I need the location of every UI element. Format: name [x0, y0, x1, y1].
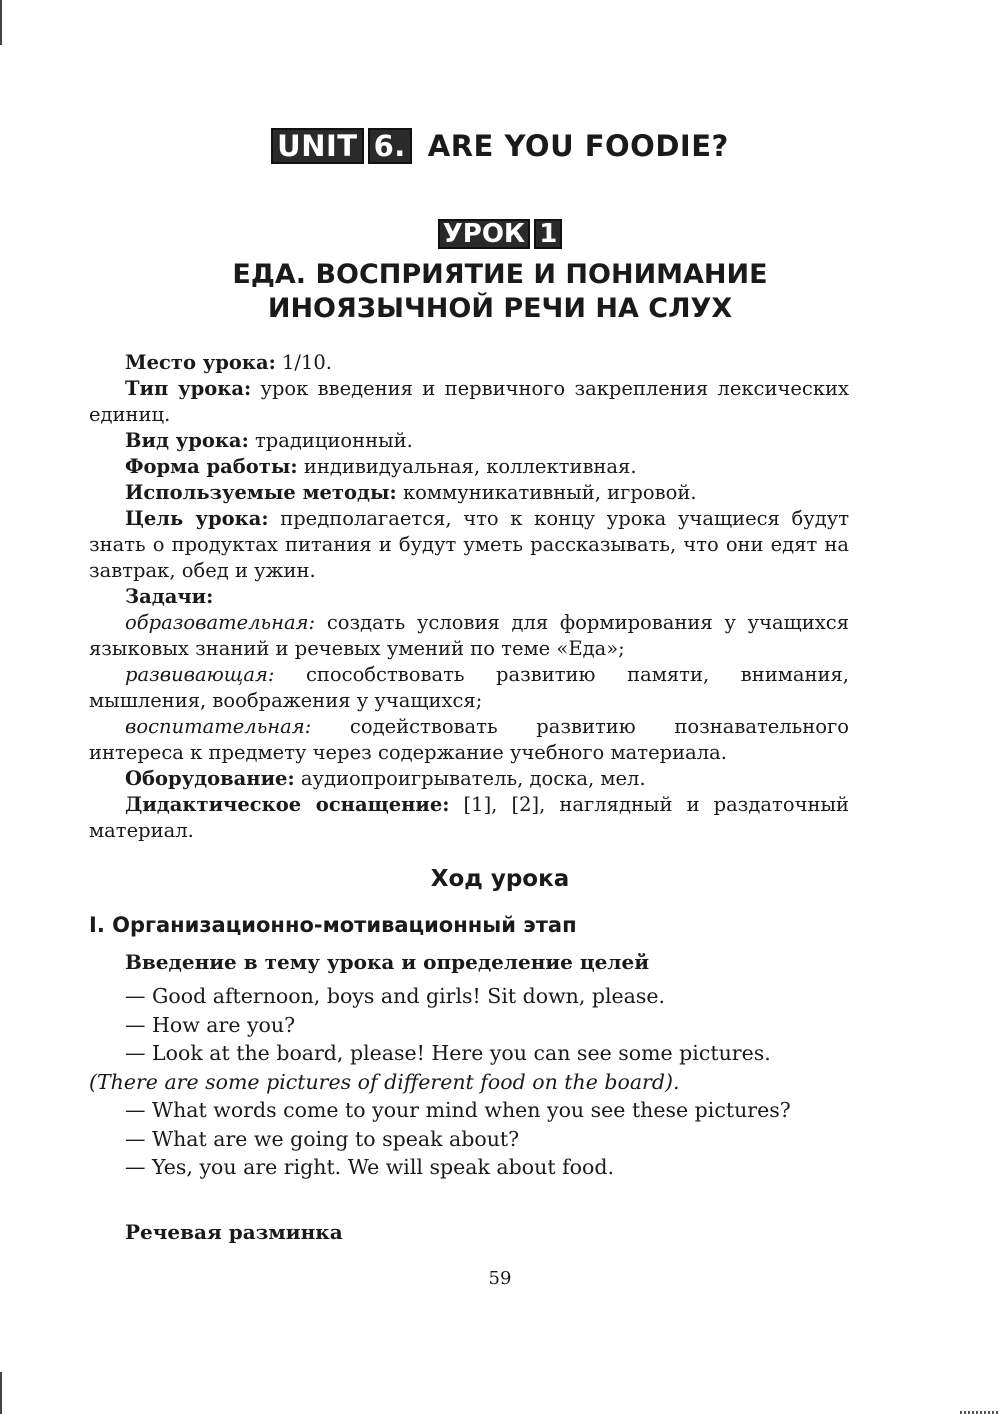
unit-number-badge: 6. — [368, 128, 412, 164]
info-task-edu: образовательная: создать условия для формирования у учащихся языковых знаний и речевых умений по теме «Еда»; — [89, 611, 849, 660]
lesson-info — [89, 350, 849, 844]
info-task-upb: воспитательная: содействовать развитию познавательного интереса к предмету через содержание учебного материала. — [89, 715, 849, 764]
info-methods: Используемые методы: коммуникативный, игровой. — [125, 481, 697, 504]
lesson-title — [0, 258, 1000, 326]
info-goal: Цель урока: предполагается, что к концу урока учащиеся будут знать о продуктах питания и будут уметь рассказывать, что они едят на завтрак, обед и ужин. — [89, 507, 849, 582]
dialog-line: — What are we going to speak about? — [125, 1126, 520, 1151]
dialog-line: — Look at the board, please! Here you can see some pictures. — [125, 1041, 771, 1065]
course-heading: Ход урока — [430, 866, 570, 892]
lesson-title-line-2: ИНОЯЗЫЧНОЙ РЕЧИ НА СЛУХ — [267, 293, 733, 324]
unit-title — [0, 128, 1000, 164]
lesson-label-badge: УРОК — [438, 219, 530, 249]
lesson-badge — [0, 219, 1000, 249]
page-number: 59 — [488, 1268, 512, 1289]
info-didactic: Дидактическое оснащение: [1], [2], наглядный и раздаточный материал. — [89, 793, 849, 842]
stage-1-heading: I. Организационно-мотивационный этап — [89, 913, 577, 937]
dialog-line: — Yes, you are right. We will speak about food. — [125, 1155, 614, 1179]
dialog-line: — What words come to your mind when you see these pictures? — [125, 1098, 791, 1122]
scan-edge-mark — [0, 0, 2, 45]
intro-heading: Введение в тему урока и определение целей — [125, 950, 650, 974]
dialog-note: (There are some pictures of different food on the board). — [89, 1069, 680, 1094]
info-type: Тип урока: урок введения и первичного закрепления лексических единиц. — [89, 377, 849, 426]
info-kind: Вид урока: традиционный. — [125, 429, 413, 452]
warmup-heading: Речевая разминка — [125, 1220, 343, 1244]
info-place: Место урока: 1/10. — [125, 351, 332, 374]
dialog-line: — How are you? — [125, 1012, 296, 1037]
info-equipment: Оборудование: аудиопроигрыватель, доска, мел. — [125, 767, 646, 790]
lesson-number-badge: 1 — [534, 219, 562, 249]
dialog-line: — Good afternoon, boys and girls! Sit down, please. — [125, 984, 666, 1008]
unit-heading: ARE YOU FOODIE? — [427, 129, 729, 163]
dialog-block — [89, 982, 849, 1182]
info-task-dev: развивающая: способствовать развитию памяти, внимания, мышления, воображения у учащихся; — [89, 663, 849, 712]
unit-label-badge: UNIT — [271, 128, 363, 164]
scan-edge-mark-bottom — [0, 1372, 2, 1414]
info-form: Форма работы: индивидуальная, коллективная. — [125, 455, 637, 478]
info-tasks: Задачи: — [125, 585, 214, 608]
lesson-title-line-1: ЕДА. ВОСПРИЯТИЕ И ПОНИМАНИЕ — [232, 259, 768, 290]
